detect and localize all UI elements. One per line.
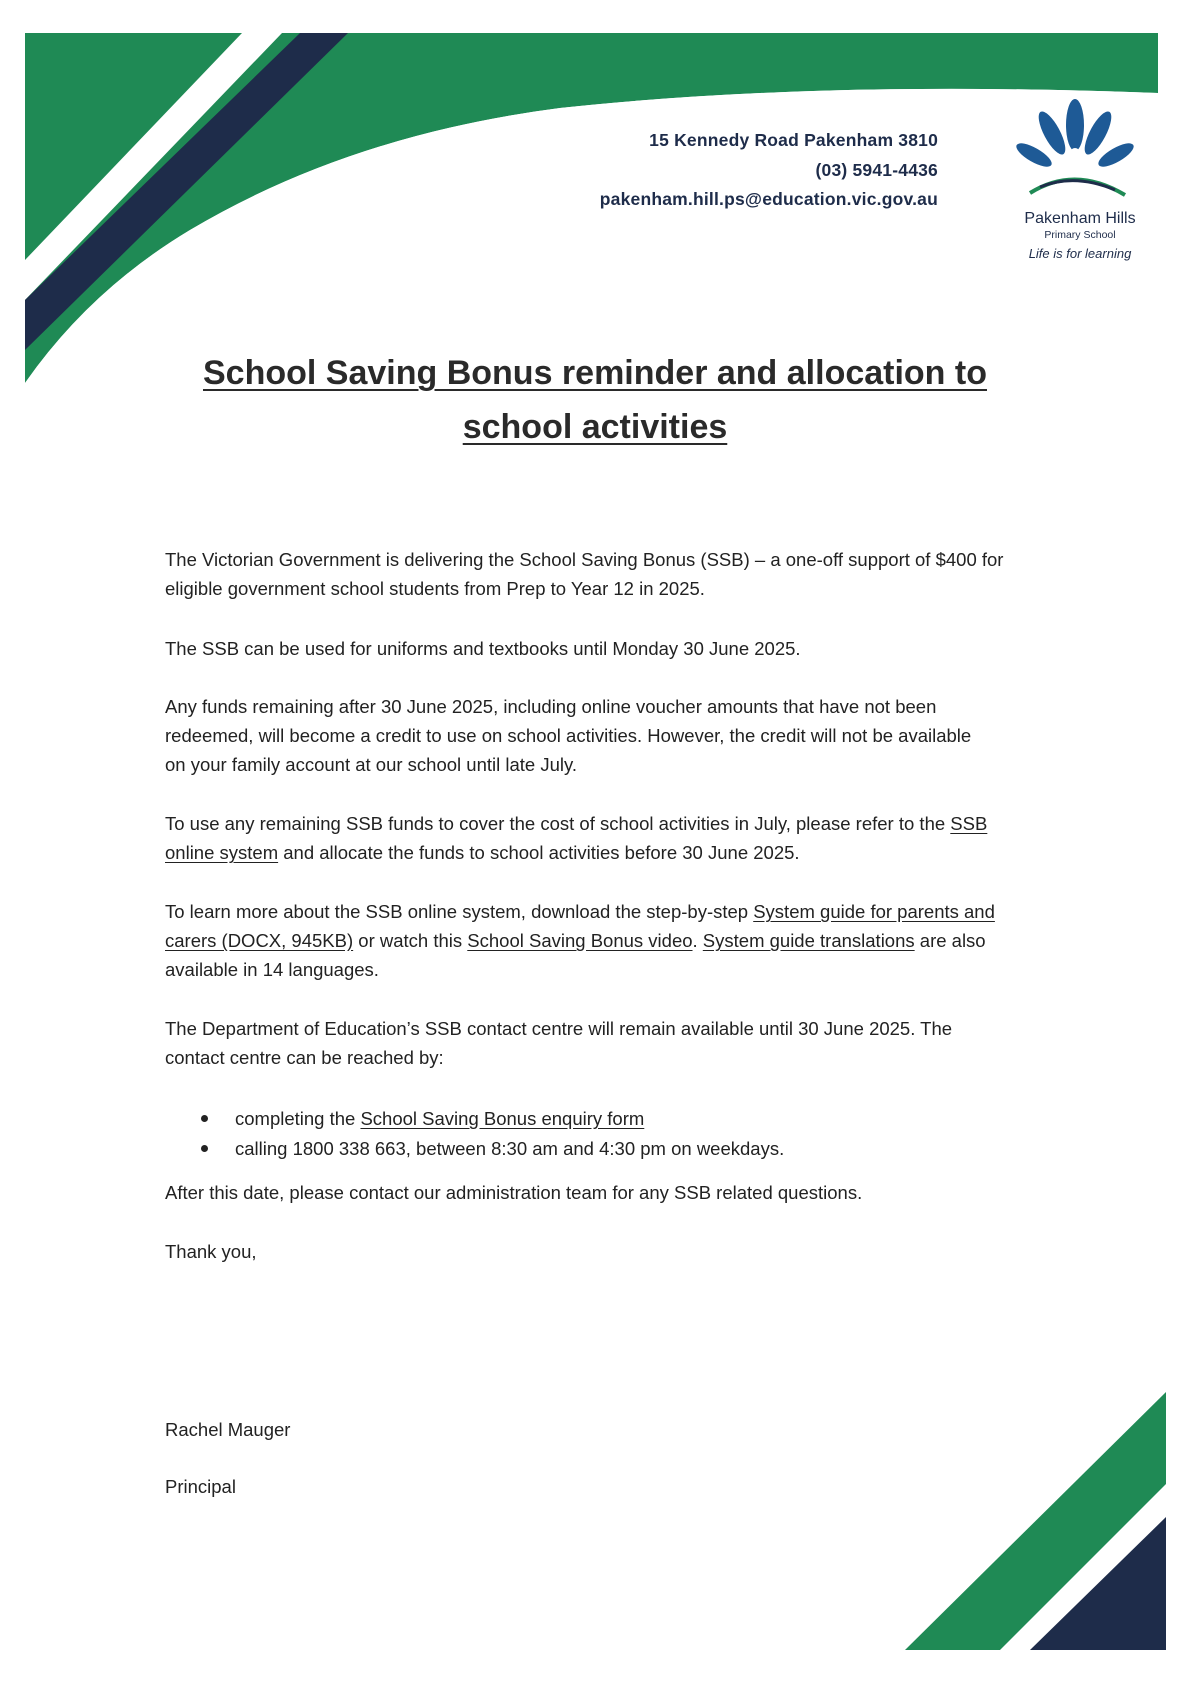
school-type: Primary School xyxy=(1044,229,1116,241)
closing: Thank you, xyxy=(165,1241,257,1262)
paragraph-intro-line2: eligible government school students from Prep to Year 12 in 2025. xyxy=(165,578,705,599)
paragraph-allocate-text2: and allocate the funds to school activities before 30 June 2025. xyxy=(278,842,800,863)
paragraph-learn-text1: To learn more about the SSB online system, download the step-by-step xyxy=(165,901,754,922)
paragraph-remaining-line3: on your family account at our school until late July. xyxy=(165,754,578,775)
signatory-title: Principal xyxy=(165,1476,236,1497)
list-item xyxy=(165,1134,1045,1163)
school-address: 15 Kennedy Road Pakenham 3810 xyxy=(649,130,938,150)
paragraph-learn-more xyxy=(165,897,1045,984)
paragraph-learn-text4: are also xyxy=(914,930,986,951)
page-title-line2: school activities xyxy=(462,408,728,446)
bullet-icon xyxy=(201,1145,208,1152)
ssb-video-link[interactable]: School Saving Bonus video xyxy=(467,930,693,951)
enquiry-form-link[interactable]: School Saving Bonus enquiry form xyxy=(360,1108,645,1129)
paragraph-intro-line1: The Victorian Government is delivering the School Saving Bonus (SSB) – a one-off support of $400 for xyxy=(165,549,1004,570)
paragraph-contact-centre xyxy=(165,1014,1045,1072)
system-guide-link-part1[interactable]: System guide for parents and xyxy=(753,901,995,922)
bullet-icon xyxy=(201,1115,208,1122)
bullet1-text: completing the xyxy=(235,1108,361,1129)
school-email: pakenham.hill.ps@education.vic.gov.au xyxy=(599,189,938,209)
school-logo-icon xyxy=(1010,95,1140,210)
paragraph-allocate xyxy=(165,809,1045,867)
school-motto: Life is for learning xyxy=(1028,246,1132,261)
school-phone: (03) 5941-4436 xyxy=(815,160,938,180)
page-title-line1: School Saving Bonus reminder and allocation to xyxy=(203,354,987,392)
paragraph-after-date: After this date, please contact our administration team for any SSB related questions. xyxy=(165,1182,863,1203)
paragraph-learn-text2: or watch this xyxy=(353,930,468,951)
paragraph-remaining-funds xyxy=(165,692,1045,779)
paragraph-contact-line1: The Department of Education’s SSB contact centre will remain available until 30 June 2025. The xyxy=(165,1018,953,1039)
bullet2-text: calling 1800 338 663, between 8:30 am and 4:30 pm on weekdays. xyxy=(235,1138,785,1159)
ssb-online-system-link-part1[interactable]: SSB xyxy=(950,813,988,834)
paragraph-allocate-text1: To use any remaining SSB funds to cover the cost of school activities in July, please refer to the xyxy=(165,813,951,834)
paragraph-learn-text3: . xyxy=(692,930,703,951)
school-name: Pakenham Hills xyxy=(1024,210,1136,227)
list-item xyxy=(165,1104,1045,1133)
paragraph-remaining-line1: Any funds remaining after 30 June 2025, including online voucher amounts that have not been xyxy=(165,696,937,717)
system-guide-translations-link[interactable]: System guide translations xyxy=(702,930,915,951)
system-guide-link-part2[interactable]: carers (DOCX, 945KB) xyxy=(165,930,354,951)
signatory-name: Rachel Mauger xyxy=(165,1419,291,1440)
paragraph-learn-line3: available in 14 languages. xyxy=(165,959,379,980)
paragraph-contact-line2: contact centre can be reached by: xyxy=(165,1047,444,1068)
paragraph-remaining-line2: redeemed, will become a credit to use on school activities. However, the credit will not be available xyxy=(165,725,972,746)
paragraph-intro xyxy=(165,545,1045,603)
paragraph-usage: The SSB can be used for uniforms and textbooks until Monday 30 June 2025. xyxy=(165,638,801,659)
ssb-online-system-link-part2[interactable]: online system xyxy=(165,842,279,863)
